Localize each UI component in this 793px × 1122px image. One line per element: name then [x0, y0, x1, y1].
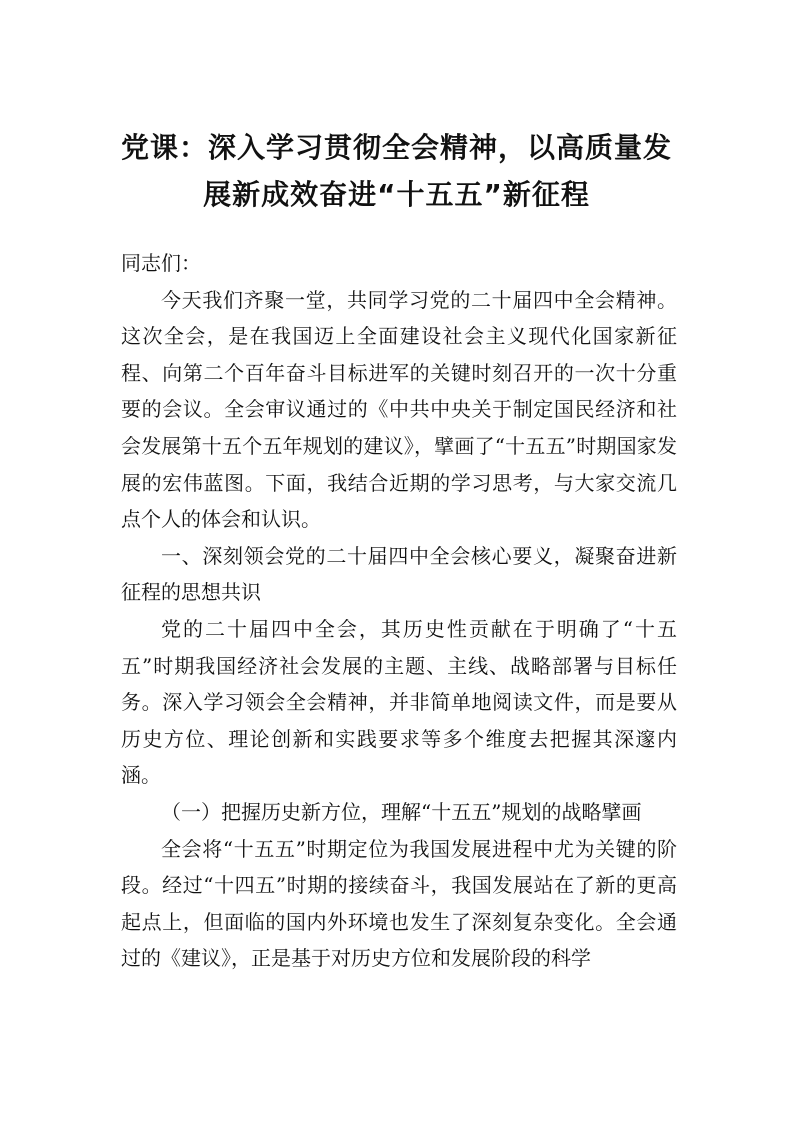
document-title	[100, 124, 693, 218]
section-heading-1: 一、深刻领会党的二十届四中全会核心要义，凝聚奋进新征程的思想共识	[121, 543, 677, 605]
paragraph-intro: 今天我们齐聚一堂，共同学习党的二十届四中全会精神。这次全会，是在我国迈上全面建设社会主义现代化国家新征程、向第二个百年奋斗目标进军的关键时刻召开的一次十分重要的会议。全会审议通过的《中共中央关于制定国民经济和社会发展第十五个五年规划的建议》，擘画了“十五五”时期国家发展的宏伟蓝图。下面，我结合近期的学习思考，与大家交流几点个人的体会和认识。	[121, 287, 677, 532]
salutation: 同志们：	[121, 251, 201, 275]
paragraph-section-1: 党的二十届四中全会，其历史性贡献在于明确了“十五五”时期我国经济社会发展的主题、主线、战略部署与目标任务。深入学习领会全会精神，并非简单地阅读文件，而是要从历史方位、理论创新和实践要求等多个维度去把握其深邃内涵。	[121, 616, 677, 788]
title-line-2: 展新成效奋进“十五五”新征程	[203, 178, 590, 211]
paragraph-subsection-1: 全会将“十五五”时期定位为我国发展进程中尤为关键的阶段。经过“十四五”时期的接续奋斗，我国发展站在了新的更高起点上，但面临的国内外环境也发生了深刻复杂变化。全会通过的《建议》，正是基于对历史方位和发展阶段的科学	[121, 836, 677, 971]
subsection-heading-1: （一）把握历史新方位，理解“十五五”规划的战略擘画	[161, 799, 642, 824]
document-body	[121, 245, 677, 977]
title-line-1: 党课：深入学习贯彻全会精神，以高质量发	[120, 131, 672, 164]
